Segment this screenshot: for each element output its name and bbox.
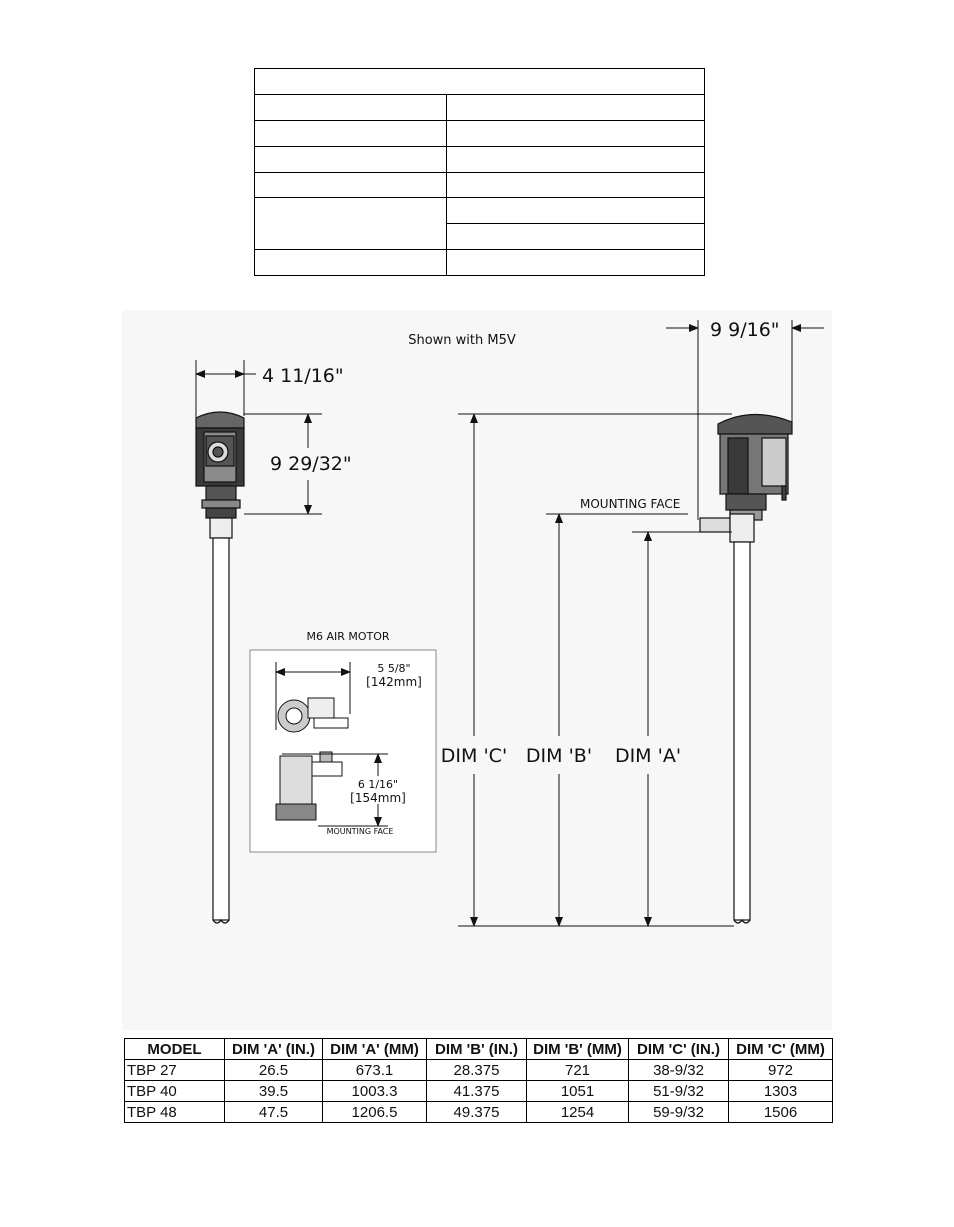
table-cell: 1003.3 [323, 1081, 427, 1102]
spec-row [255, 172, 705, 198]
header-dim-c-in: DIM 'C' (IN.) [629, 1039, 729, 1060]
dim-a-label: DIM 'A' [614, 745, 682, 767]
front-diameter-label: 4 11/16" [262, 365, 344, 387]
spec-header-cell [255, 69, 705, 95]
spec-cell [447, 198, 705, 224]
header-dim-b-mm: DIM 'B' (MM) [527, 1039, 629, 1060]
dim-b-label: DIM 'B' [525, 745, 593, 767]
spec-row [255, 120, 705, 146]
spec-row [255, 198, 705, 224]
spec-cell [447, 94, 705, 120]
table-cell: 59-9/32 [629, 1102, 729, 1123]
dim-extension-lines [458, 414, 734, 926]
table-row [125, 1102, 833, 1123]
front-diameter-dimension [196, 360, 256, 418]
spec-cell [255, 120, 447, 146]
table-cell: 51-9/32 [629, 1081, 729, 1102]
spec-cell [255, 198, 447, 250]
inset-height-mm: [154mm] [350, 791, 406, 805]
table-cell: 38-9/32 [629, 1060, 729, 1081]
table-cell: 28.375 [427, 1060, 527, 1081]
spec-row [255, 69, 705, 95]
header-dim-a-mm: DIM 'A' (MM) [323, 1039, 427, 1060]
mounting-face-label: MOUNTING FACE [580, 497, 681, 511]
table-cell-model: TBP 40 [125, 1081, 225, 1102]
table-cell: 673.1 [323, 1060, 427, 1081]
inset-mounting-face: MOUNTING FACE [326, 827, 394, 836]
spec-cell [447, 224, 705, 250]
inset-title: M6 AIR MOTOR [306, 630, 390, 643]
spec-cell [255, 250, 447, 276]
dim-c-label: DIM 'C' [440, 745, 508, 767]
side-view-pump [700, 414, 792, 923]
table-cell: 1303 [729, 1081, 833, 1102]
side-width-label: 9 9/16" [710, 319, 780, 341]
table-cell: 972 [729, 1060, 833, 1081]
table-row [125, 1081, 833, 1102]
table-cell: 1254 [527, 1102, 629, 1123]
inset-height-in: 6 1/16" [357, 778, 399, 791]
header-model: MODEL [125, 1039, 225, 1060]
table-row [125, 1060, 833, 1081]
spec-cell [447, 172, 705, 198]
drawing-panel [122, 310, 832, 1030]
spec-cell [255, 146, 447, 172]
front-height-label: 9 29/32" [270, 453, 352, 475]
spec-cell [447, 120, 705, 146]
pump-dimension-drawing [122, 310, 832, 1030]
table-cell: 1506 [729, 1102, 833, 1123]
spec-cell [255, 172, 447, 198]
inset-width-in: 5 5/8" [377, 662, 411, 675]
spec-row [255, 250, 705, 276]
spec-cell [255, 94, 447, 120]
inset-width-mm: [142mm] [366, 675, 422, 689]
table-header-row [125, 1039, 833, 1060]
table-cell: 26.5 [225, 1060, 323, 1081]
drawing-caption: Shown with M5V [408, 333, 516, 348]
table-cell: 1051 [527, 1081, 629, 1102]
table-cell: 47.5 [225, 1102, 323, 1123]
header-dim-b-in: DIM 'B' (IN.) [427, 1039, 527, 1060]
table-cell: 39.5 [225, 1081, 323, 1102]
table-cell: 1206.5 [323, 1102, 427, 1123]
front-view-pump [196, 412, 244, 923]
table-cell: 721 [527, 1060, 629, 1081]
spec-row [255, 94, 705, 120]
header-dim-a-in: DIM 'A' (IN.) [225, 1039, 323, 1060]
dimensions-table [124, 1038, 833, 1123]
spec-row [255, 146, 705, 172]
table-cell-model: TBP 48 [125, 1102, 225, 1123]
table-cell: 41.375 [427, 1081, 527, 1102]
spec-cell [447, 146, 705, 172]
table-cell-model: TBP 27 [125, 1060, 225, 1081]
spec-table [254, 68, 705, 276]
spec-cell [447, 250, 705, 276]
table-cell: 49.375 [427, 1102, 527, 1123]
header-dim-c-mm: DIM 'C' (MM) [729, 1039, 833, 1060]
